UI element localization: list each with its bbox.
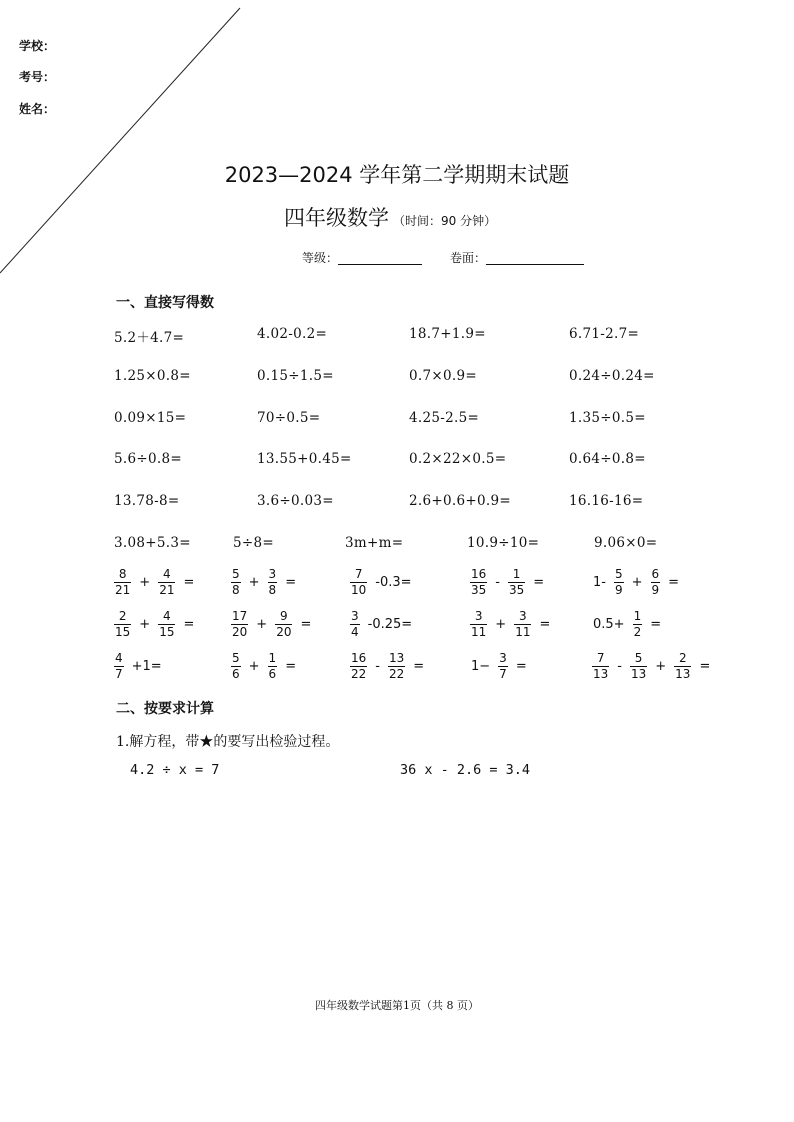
calc-item: 4.02-0.2= (257, 326, 328, 342)
denominator: 9 (651, 582, 660, 597)
calc-item: 6.71-2.7= (569, 326, 640, 342)
fraction (592, 651, 609, 682)
operator-text: = (183, 574, 195, 590)
denominator: 9 (614, 582, 623, 597)
numerator: 9 (280, 608, 288, 623)
neatness-field (450, 249, 584, 266)
grade-field (302, 249, 422, 266)
denominator: 15 (159, 624, 175, 639)
fraction-calc-item (348, 604, 415, 644)
grade-label: 等级： (302, 251, 339, 265)
fraction-calc-item (590, 562, 682, 602)
calc-item: 3.08+5.3= (114, 535, 191, 551)
calc-item: 0.7×0.9= (409, 368, 477, 384)
calc-item: 9.06×0= (594, 535, 658, 551)
exam-title: 2023—2024 学年第二学期期末试题 (224, 163, 570, 187)
fraction (514, 609, 531, 640)
operator-text: + (139, 574, 151, 590)
numerator: 7 (354, 566, 363, 581)
fraction (114, 651, 124, 682)
operator-text: + (256, 616, 268, 632)
fraction-calc-item (468, 604, 553, 644)
fraction-calc-item (590, 604, 664, 644)
operator-text: + (655, 658, 667, 674)
calc-item: 5.6÷0.8= (114, 451, 182, 467)
fraction-calc-item (590, 646, 713, 686)
fraction (158, 609, 175, 640)
fraction (633, 609, 643, 640)
denominator: 8 (232, 582, 240, 597)
operator-text: - (617, 658, 622, 674)
calc-item: 0.64÷0.8= (569, 451, 646, 467)
equation-item: 36 x - 2.6 = 3.4 (400, 762, 531, 778)
fraction (231, 651, 241, 682)
school-label: 学校： (19, 39, 56, 53)
denominator: 22 (351, 666, 367, 681)
fraction-calc-item (229, 604, 314, 644)
denominator: 13 (593, 666, 609, 681)
numerator: 5 (232, 566, 240, 581)
denominator: 6 (268, 666, 277, 681)
denominator: 8 (268, 582, 277, 597)
numerator: 2 (678, 650, 687, 665)
denominator: 22 (388, 666, 405, 681)
fraction (470, 567, 487, 598)
denominator: 35 (508, 582, 525, 597)
operator-text: = (668, 574, 680, 590)
operator-text: = (413, 658, 425, 674)
fraction-calc-item (112, 646, 165, 686)
numerator: 17 (232, 608, 248, 623)
numerator: 3 (268, 566, 277, 581)
fraction (268, 651, 278, 682)
fraction-calc-item (112, 604, 197, 644)
equation-instruction: 1.解方程，带★的要写出检验过程。 (116, 734, 340, 750)
numerator: 6 (651, 566, 660, 581)
fraction (498, 651, 508, 682)
calc-item: 18.7+1.9= (409, 326, 486, 342)
numerator: 16 (351, 650, 367, 665)
operator-text: 0.5+ (593, 616, 625, 632)
operator-text: + (139, 616, 151, 632)
numerator: 1 (633, 608, 642, 623)
fraction-calc-item (348, 646, 427, 686)
numerator: 4 (163, 608, 171, 623)
fraction-calc-item (229, 562, 299, 602)
operator-text: -0.25= (367, 616, 413, 632)
operator-text: = (650, 616, 662, 632)
calc-item: 0.15÷1.5= (257, 368, 334, 384)
page-footer: 四年级数学试题第1页（共 8 页） (315, 999, 479, 1012)
fraction (114, 609, 131, 640)
operator-text: -0.3= (375, 574, 412, 590)
neatness-label: 卷面： (450, 251, 487, 265)
operator-text: = (285, 658, 297, 674)
calc-item: 70÷0.5= (257, 410, 321, 426)
fraction (674, 651, 691, 682)
numerator: 3 (519, 608, 527, 623)
fraction (630, 651, 647, 682)
numerator: 1 (512, 566, 521, 581)
fraction (268, 567, 278, 598)
calc-item: 0.2×22×0.5= (409, 451, 507, 467)
operator-text: = (699, 658, 711, 674)
calc-item: 1.35÷0.5= (569, 410, 646, 426)
numerator: 7 (596, 650, 605, 665)
numerator: 3 (499, 650, 507, 665)
fraction (388, 651, 405, 682)
calc-item: 2.6+0.6+0.9= (409, 493, 511, 509)
equation-item: 4.2 ÷ x = 7 (130, 762, 220, 778)
operator-text: - (495, 574, 500, 590)
operator-text: + (631, 574, 643, 590)
fraction-calc-item (229, 646, 299, 686)
denominator: 21 (115, 582, 131, 597)
calc-item: 0.24÷0.24= (569, 368, 655, 384)
numerator: 8 (118, 566, 127, 581)
calc-item: 0.09×15= (114, 410, 187, 426)
numerator: 3 (474, 608, 483, 623)
calc-item: 13.55+0.45= (257, 451, 352, 467)
calc-item: 4.25-2.5= (409, 410, 480, 426)
fraction (508, 567, 525, 598)
calc-item: 13.78-8= (114, 493, 180, 509)
subject-name: 四年级数学 (284, 206, 389, 230)
fraction-calc-item (348, 562, 415, 602)
operator-text: +1= (131, 658, 162, 674)
operator-text: = (285, 574, 297, 590)
calc-item: 10.9÷10= (467, 535, 540, 551)
denominator: 7 (115, 666, 123, 681)
numerator: 5 (614, 566, 623, 581)
denominator: 13 (630, 666, 647, 681)
denominator: 21 (159, 582, 175, 597)
fraction (614, 567, 624, 598)
fraction (231, 609, 248, 640)
denominator: 13 (675, 666, 691, 681)
calc-item: 1.25×0.8= (114, 368, 191, 384)
calc-item: 16.16-16= (569, 493, 644, 509)
fraction (275, 609, 292, 640)
calc-item: 3m+m= (345, 535, 404, 551)
numerator: 4 (115, 650, 123, 665)
operator-text: = (533, 574, 545, 590)
fraction (350, 567, 367, 598)
section1-heading: 一、直接写得数 (116, 295, 214, 311)
fraction (231, 567, 241, 598)
denominator: 11 (515, 624, 531, 639)
fraction-calc-item (468, 646, 530, 686)
denominator: 2 (633, 624, 642, 639)
operator-text: = (300, 616, 312, 632)
numerator: 4 (163, 566, 171, 581)
denominator: 6 (232, 666, 240, 681)
numerator: 1 (268, 650, 277, 665)
numerator: 3 (351, 608, 359, 623)
operator-text: = (183, 616, 195, 632)
calc-item: 3.6÷0.03= (257, 493, 334, 509)
operator-text: + (495, 616, 507, 632)
numerator: 16 (471, 566, 487, 581)
operator-text: + (248, 658, 260, 674)
numerator: 5 (634, 650, 643, 665)
operator-text: = (539, 616, 551, 632)
operator-text: 1- (593, 574, 606, 590)
fraction-calc-item (112, 562, 197, 602)
denominator: 20 (276, 624, 292, 639)
fraction (158, 567, 175, 598)
name-label: 姓名： (19, 102, 56, 116)
fraction (350, 651, 367, 682)
denominator: 11 (471, 624, 487, 639)
denominator: 7 (499, 666, 507, 681)
fraction (651, 567, 661, 598)
denominator: 4 (351, 624, 359, 639)
fraction (114, 567, 131, 598)
numerator: 13 (388, 650, 405, 665)
denominator: 10 (351, 582, 367, 597)
subject-title (284, 202, 496, 232)
fraction (350, 609, 360, 640)
grade-blank[interactable] (338, 264, 422, 265)
section2-heading: 二、按要求计算 (116, 701, 214, 717)
numerator: 2 (118, 608, 127, 623)
operator-text: - (375, 658, 380, 674)
numerator: 5 (232, 650, 240, 665)
time-note: （时间：90 分钟） (393, 214, 497, 228)
operator-text: + (248, 574, 260, 590)
denominator: 35 (471, 582, 487, 597)
fraction (470, 609, 487, 640)
calc-item: 5.2＋4.7= (114, 330, 185, 346)
denominator: 15 (115, 624, 131, 639)
neatness-blank[interactable] (486, 264, 584, 265)
operator-text: 1− (471, 658, 491, 674)
denominator: 20 (232, 624, 248, 639)
calc-item: 5÷8= (233, 535, 275, 551)
operator-text: = (515, 658, 527, 674)
exam-number-label: 考号： (19, 70, 56, 84)
fraction-calc-item (468, 562, 547, 602)
